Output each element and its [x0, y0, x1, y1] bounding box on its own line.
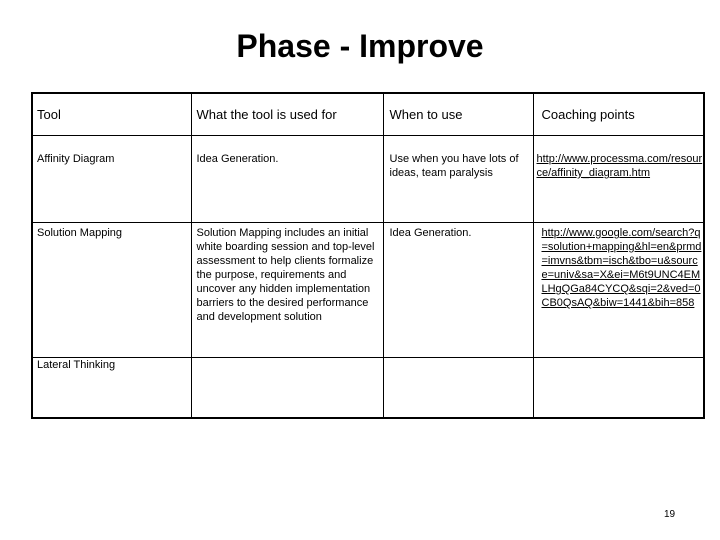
table-row: [32, 223, 704, 358]
cell-coaching: [533, 136, 704, 223]
header-cell-coaching: Coaching points: [533, 93, 704, 136]
cell-when: Idea Generation.: [383, 223, 533, 358]
cell-coaching: [533, 223, 704, 358]
header-cell-when: When to use: [383, 93, 533, 136]
header-cell-used-for: What the tool is used for: [191, 93, 383, 136]
cell-tool: Affinity Diagram: [32, 136, 191, 223]
cell-used-for: Idea Generation.: [191, 136, 383, 223]
page-number: 19: [664, 509, 676, 520]
slide-title: Phase - Improve: [236, 28, 484, 64]
cell-when: [383, 358, 533, 419]
coaching-link[interactable]: http://www.processma.com/resource/affinity_diagram.htm: [536, 153, 703, 179]
cell-used-for: Solution Mapping includes an initial white boarding session and top-level assessment to help clients formalize the purpose, requirements and uncover any hidden implementation barriers to the desired performance and development solution: [191, 223, 383, 358]
coaching-link[interactable]: http://www.google.com/search?q=solution+mapping&hl=en&prmd=imvns&tbm=isch&tbo=u&source=univ&sa=X&ei=M6t9UNC4EMLHgQGa84CYCQ&sqi=2&ved=0CB0QsAQ&biw=1441&bih=858: [541, 227, 702, 309]
tools-table: [31, 92, 705, 419]
header-cell-tool: Tool: [32, 93, 191, 136]
table-header-row: [32, 93, 704, 136]
cell-coaching: [533, 358, 704, 419]
table-row: [32, 136, 704, 223]
cell-tool: Solution Mapping: [32, 223, 191, 358]
cell-used-for: [191, 358, 383, 419]
table-row: [32, 358, 704, 419]
cell-when: Use when you have lots of ideas, team paralysis: [383, 136, 533, 223]
cell-tool: Lateral Thinking: [32, 358, 191, 419]
